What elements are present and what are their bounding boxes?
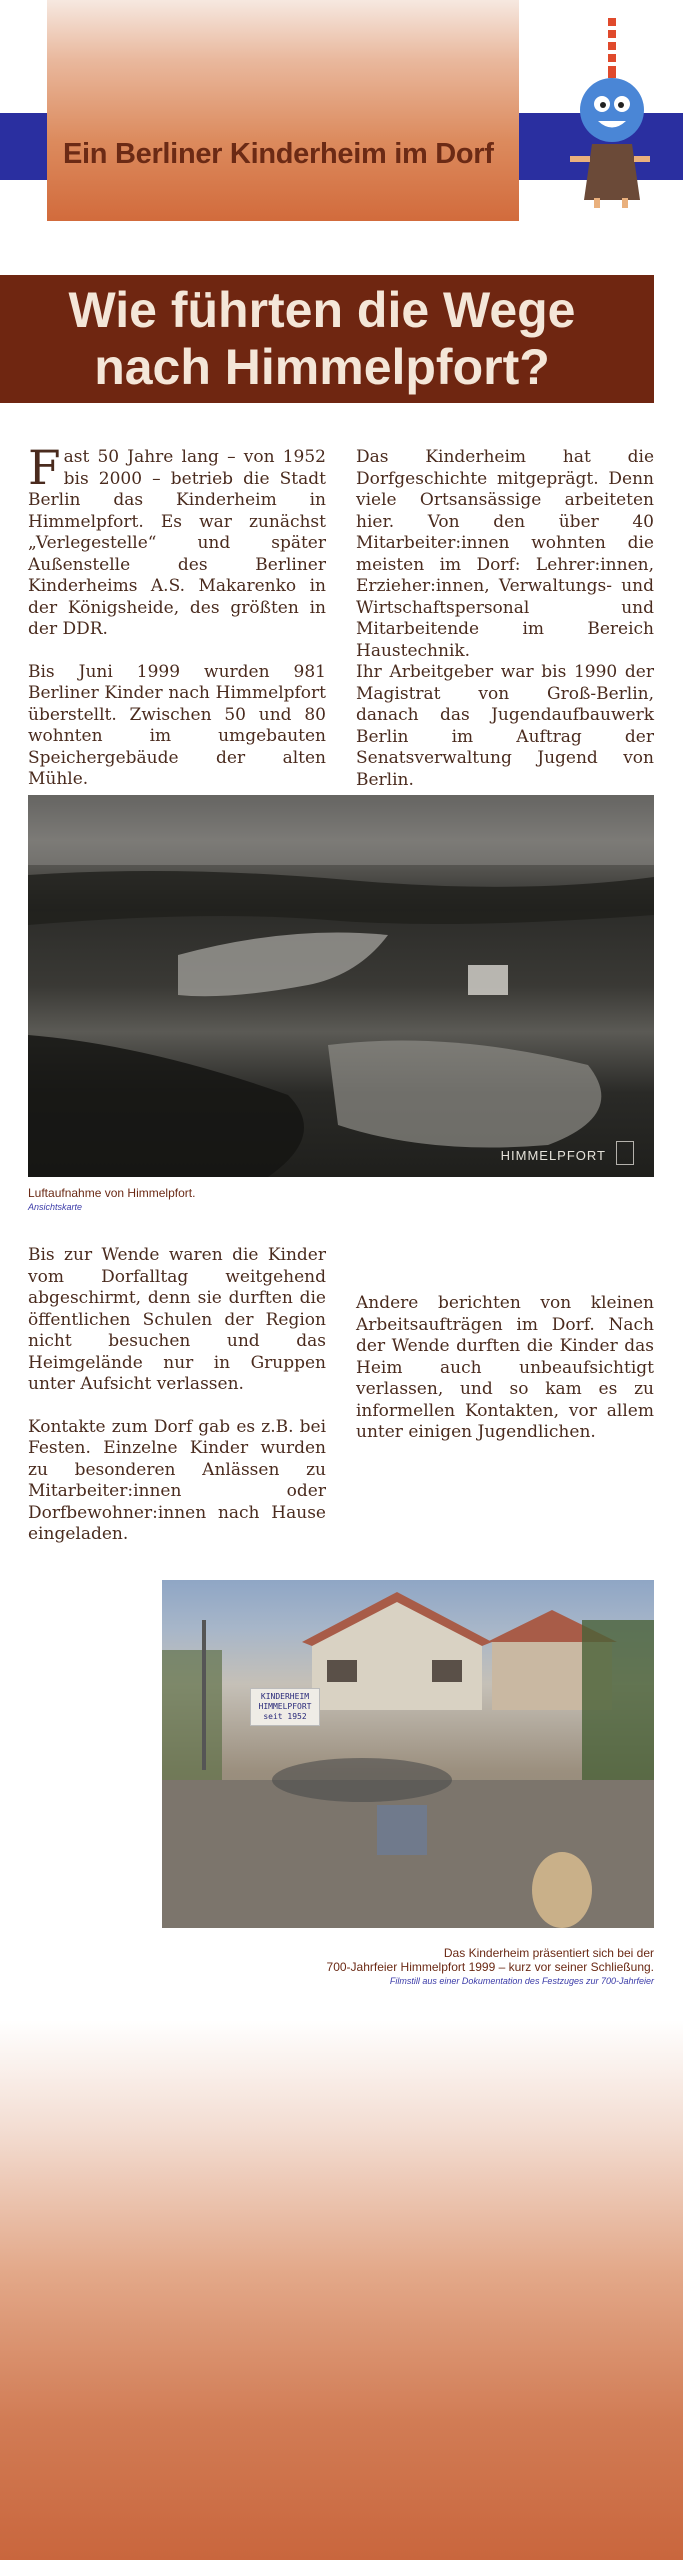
intro-right-paragraph-2: Ihr Arbeitgeber war bis 1990 der Magistrat von Groß-Berlin, danach das Jugendaufbauwerk Berlin im Auftrag der Senatsverwaltung Jugend von Berlin. <box>356 662 654 790</box>
aerial-photo-caption-text: Luftaufnahme von Himmelpfort. <box>28 1186 196 1200</box>
photo-overlay-label: HIMMELPFORT <box>500 1148 606 1163</box>
postcard-stamp-icon <box>616 1141 634 1165</box>
mid-right-column <box>356 1293 654 1465</box>
parade-photo-caption <box>327 1946 654 1988</box>
intro-left-paragraph-2: Bis Juni 1999 wurden 981 Berliner Kinder nach Himmelpfort überstellt. Zwischen 50 und 80 wohnten im umgebauten Speichergebäude der alten Mühle. <box>28 661 326 789</box>
mid-left-paragraph-2: Kontakte zum Dorf gab es z.B. bei Festen. Einzelne Kinder wurden zu besonderen Anlässen zu Mitarbeiter:innen oder Dorfbewohner:innen nach Hause eingeladen. <box>28 1416 326 1544</box>
drop-cap: F <box>28 441 61 496</box>
header-title: Ein Berliner Kinderheim im Dorf <box>63 138 494 170</box>
mid-left-paragraph-1: Bis zur Wende waren die Kinder vom Dorfalltag weitgehend abgeschirmt, denn sie durften die öffentlichen Schulen der Region nicht besuchen und das Heimgelände nur in Gruppen unter Aufsicht verlassen. <box>28 1245 326 1394</box>
parade-sign-line-3: seit 1952 <box>263 1712 307 1721</box>
intro-right-paragraph-1: Das Kinderheim hat die Dorfgeschichte mitgeprägt. Denn viele Ortsansässige arbeiteten hier. Von den über 40 Mitarbeiter:innen wohnten die meisten im Dorf: Lehrer:innen, Erzieher:innen, Verwaltungs- und Wirtschaftspersonal und Mitarbeitende im Bereich Haustechnik. <box>356 447 654 661</box>
aerial-photo <box>28 795 654 1177</box>
robot-mascot-icon <box>570 18 650 208</box>
intro-left-column <box>28 441 326 812</box>
aerial-photo-source: Ansichtskarte <box>28 1202 83 1212</box>
parade-banner-sign <box>250 1688 320 1726</box>
page-title: Wie führten die Wege nach Himmelpfort? <box>68 282 576 395</box>
mid-right-paragraph-1: Andere berichten von kleinen Arbeitsaufträgen im Dorf. Nach der Wende durften die Kinder das Heim auch unbeaufsichtigt verlassen, und so kam es zu informellen Kontakten, vor allem unter einigen Jugendlichen. <box>356 1293 654 1442</box>
mid-left-column <box>28 1245 326 1567</box>
intro-left-text-1: ast 50 Jahre lang – von 1952 bis 2000 – betrieb die Stadt Berlin das Kinderheim in Himmelpfort. Es war zunächst „Verlegestelle“ und später Außenstelle des Berliner Kinderheims A.S. Makarenko in der Königsheide, des größten in der DDR. <box>28 447 326 639</box>
intro-right-column <box>356 447 654 812</box>
parade-photo-source: Filmstill aus einer Dokumentation des Festzuges zur 700-Jahrfeier <box>389 1976 654 1986</box>
parade-caption-line-1: Das Kinderheim präsentiert sich bei der <box>443 1946 654 1960</box>
parade-sign-line-2: HIMMELPFORT <box>258 1702 312 1711</box>
aerial-photo-caption <box>28 1186 195 1214</box>
header-box <box>47 0 519 221</box>
parade-caption-line-2: 700-Jahrfeier Himmelpfort 1999 – kurz vor seiner Schließung. <box>326 1960 654 1974</box>
title-box <box>0 275 654 403</box>
parade-sign-line-1: KINDERHEIM <box>260 1692 310 1701</box>
intro-left-paragraph-1 <box>28 441 326 641</box>
parade-photo <box>162 1580 654 1928</box>
